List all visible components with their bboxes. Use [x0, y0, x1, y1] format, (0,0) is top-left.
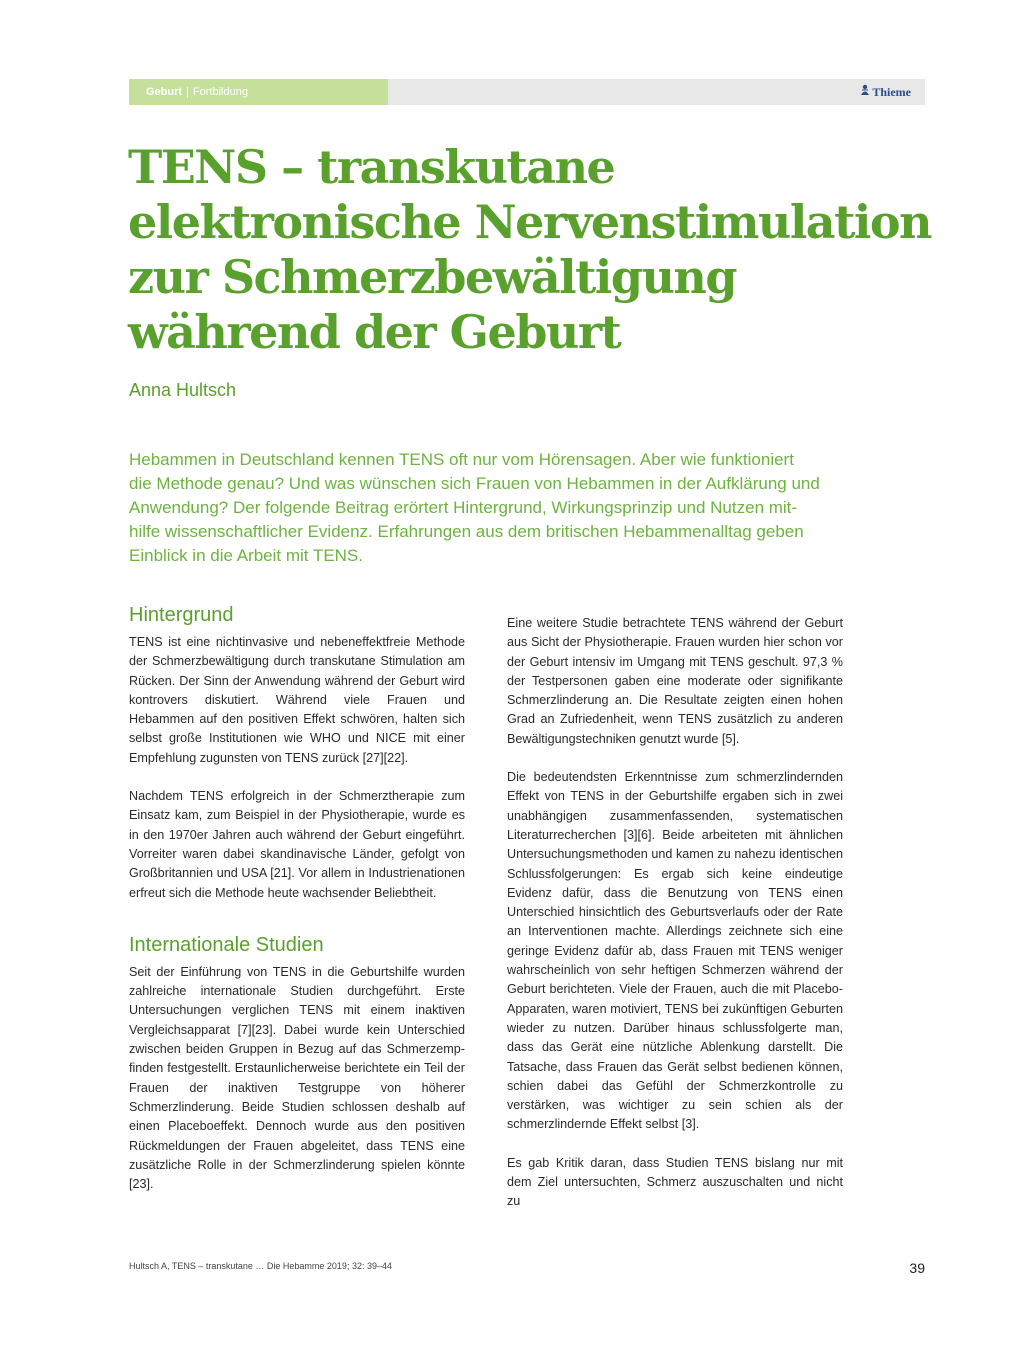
- category-label: Fortbildung: [192, 86, 248, 98]
- body-paragraph: TENS ist eine nichtinvasive und nebeneffektfreie Methode der Schmerzbewältigung durch transkutane Stimulation am Rücken. Der Sinn der Anwendung während der Geburt wird kontrovers diskutiert. Während viele Frauen und Hebammen auf den positiven Effekt schwören, halten sich selbst große Institutionen wie WHO und NICE mit einer Empfehlung zugunsten von TENS zurück [27][22].: [129, 635, 465, 765]
- title-line: zur Schmerzbewältigung: [128, 250, 737, 304]
- body-paragraph: Es gab Kritik daran, dass Studien TENS bislang nur mit dem Ziel untersuchten, Schmerz auszuschalten und nicht zu: [507, 1155, 843, 1209]
- publisher-logo: [860, 79, 911, 105]
- title-line: während der Geburt: [128, 305, 621, 359]
- section-heading-hintergrund: Hintergrund: [129, 604, 234, 626]
- section-heading-internationale-studien: Internationale Studien: [129, 933, 324, 956]
- section-label: Geburt: [146, 86, 183, 98]
- header-separator: |: [186, 86, 189, 98]
- author-name: Anna Hultsch: [129, 380, 237, 400]
- running-header: [129, 79, 925, 105]
- lead-line: Hebammen in Deutschland kennen TENS oft nur vom Hörensagen. Aber wie funktioniert: [129, 450, 794, 469]
- body-paragraph: Nachdem TENS erfolgreich in der Schmerztherapie zum Einsatz kam, zum Beispiel in der Physiotherapie, wurde es in den 1970er Jahren auch während der Geburt eingeführt. Vorreiter waren dabei skandinavische Länder, gefolgt von Großbritannien und USA [21]. Vor allem in Industrienationen erfreut sich die Methode heute wachsender Beliebtheit.: [129, 789, 465, 900]
- right-column: [507, 614, 843, 1212]
- body-paragraph: Eine weitere Studie betrachtete TENS während der Geburt aus Sicht der Physiotherapie. Frauen wurden hier schon vor der Geburt intensiv im Umgang mit TENS geschult. 97,3 % der Testpersonen gaben eine moderate oder signifikante Schmerzlinderung an. Die Resultate zeigten einen hohen Grad an Zufriedenheit, wenn TENS zusätzlich zu anderen Bewältigungstechniken genutzt wurde [5].: [507, 616, 843, 746]
- lead-line: hilfe wissenschaftlicher Evidenz. Erfahrungen aus dem britischen Hebammenalltag geben: [129, 522, 804, 541]
- body-paragraph: Die bedeutendsten Erkenntnisse zum schmerzlindernden Effekt von TENS in der Geburtshilfe ergaben sich in zwei unabhängigen zusammenfassenden, systematischen Literaturrecherchen [3][6]. Beide arbeiteten mit ähnlichen Untersuchungsmethoden und kamen zu nahezu identischen Schlussfolgerungen: Es ergab sich keine eindeutige Evidenz dafür, dass die Benutzung von TENS einen Unterschied hinsichtlich des Geburtsverlaufs oder der Rate an Interventionen machte. Allerdings zeichnete sich eine geringe Evidenz dafür ab, dass Frauen mit TENS weniger wahrscheinlich von sehr heftigen Schmerzen während der Geburt berichteten. Viele der Frauen, auch die mit Placebo-Apparaten, waren motiviert, TENS bei zukünftigen Geburten wieder zu nutzen. Darüber hinaus schlussfolgerte man, dass das Gerät eine nützliche Ablenkung darstellt. Die Tatsache, dass Frauen das Gerät selbst bedienen können, schien dabei das Gefühl der Schmerzkontrolle zu verstärken, was wichtiger zu sein schien als der schmerzlindernde Effekt selbst [3].: [507, 770, 843, 1132]
- lead-line: Einblick in die Arbeit mit TENS.: [129, 546, 363, 565]
- left-column: [129, 601, 465, 1194]
- body-paragraph: Seit der Einführung von TENS in die Geburtshilfe wurden zahlreiche internationale Studien durchgeführt. Erste Untersuchungen verglichen TENS mit einem inaktiven Vergleichsapparat [7][23]. Dabei wurde kein Unterschied zwischen beiden Gruppen in Bezug auf das Schmerzempfinden festgestellt. Erstaunlicherweise berichtete ein Teil der Frauen der inaktiven Testgruppe von höherer Schmerzlinderung. Beide Studien schlossen deshalb auf einen Placeboeffekt. Dennoch wurde aus den positiven Rückmeldungen der Frauen abgeleitet, dass TENS eine zusätzliche Rolle in der Schmerzlinderung spielen könnte [23].: [129, 964, 465, 1192]
- page-number: 39: [909, 1260, 925, 1276]
- article-title: [128, 140, 948, 360]
- brand-name: Thieme: [872, 84, 911, 99]
- title-line: TENS – transkutane: [128, 140, 615, 194]
- lead-line: Anwendung? Der folgende Beitrag erörtert Hintergrund, Wirkungsprinzip und Nutzen mit-: [129, 498, 798, 517]
- title-line: elektronische Nervenstimulation: [128, 195, 931, 249]
- footer-citation: Hultsch A, TENS – transkutane … Die Hebamme 2019; 32: 39–44: [129, 1261, 392, 1271]
- thieme-emblem-icon: [860, 84, 870, 100]
- lead-line: die Methode genau? Und was wünschen sich Frauen von Hebammen in der Aufklärung und: [129, 474, 820, 493]
- lead-paragraph: [129, 448, 849, 568]
- section-tab: [129, 79, 388, 105]
